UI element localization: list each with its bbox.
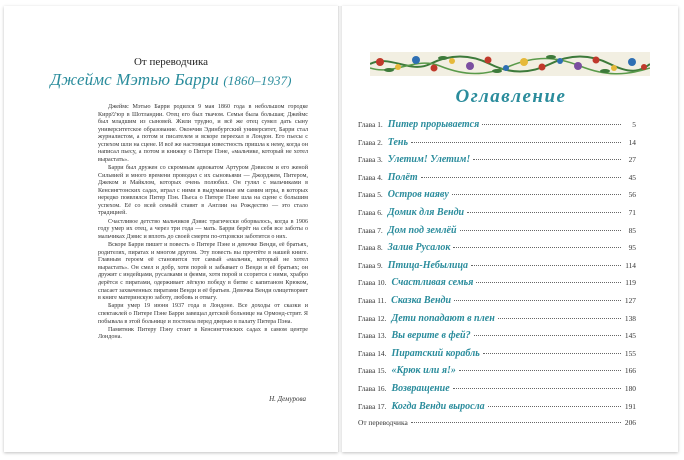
dot-leader [473,159,621,160]
chapter-title: Домик для Венди [387,206,465,218]
toc-entry[interactable] [358,277,636,295]
toc-entry[interactable] [358,119,636,137]
chapter-number: Глава 9. [358,260,383,270]
page-number: 14 [628,137,636,147]
chapter-number: Глава 14. [358,348,387,358]
chapter-number: Глава 1. [358,120,383,129]
chapter-number: Глава 16. [358,383,387,393]
floral-ornament-banner [370,52,650,76]
afterword-title: От переводчика [358,418,408,428]
toc-title: Оглавление [455,86,567,107]
toc-entry[interactable] [358,242,636,260]
toc-entry-afterword[interactable] [358,418,636,436]
chapter-title: Тень [387,136,409,148]
bio-paragraph: Барри умер 19 июня 1937 года в Лондоне. Все доходы от сказки и спектаклей о Питере Пэне Барри завещал детской больнице на Ормонд-стрит. Я побывала в этой больнице и постояла перед дверью в палату Питера Пэна. [98,303,308,325]
page-number: 191 [624,401,636,411]
chapter-title: Когда Венди выросла [391,400,485,412]
left-page [4,6,338,452]
toc-entry[interactable] [358,207,636,225]
chapter-number: Глава 4. [358,172,383,182]
bio-paragraph: Вскоре Барри пишет и повесть о Питере Пэне и девочке Венди, её братьях, родителях, пиратах и многом другом. Эту повесть вы прочтёте в нашей книге. Главным героем её становится тот самый «мальчик, который не хотел вырастать». Он смел и добр, хотя порой и забывает о Венди и её братьях; он дружит с индейцами, русалками и феями, хотя порой и ссорится с ними, храбро дерётся с пиратами, одерживает лёгкую победу в битве с капитаном Крюком, спасает захваченных пиратами Венди и её братьев. Девочка Венди олицетворяет в книге материнскую заботу, любовь и отвагу. [98,242,308,302]
toc-entry[interactable] [358,365,636,383]
dot-leader [454,300,621,301]
toc-entry[interactable] [358,189,636,207]
chapter-number: Глава 17. [358,401,387,411]
page-number: 5 [632,120,636,129]
toc-entry[interactable] [358,260,636,278]
dot-leader [498,318,621,319]
chapter-number: Глава 7. [358,225,383,235]
chapter-number: Глава 13. [358,331,387,341]
dot-leader [411,142,621,143]
page-number: 145 [624,331,636,341]
page-number: 71 [628,207,636,217]
bio-paragraph: Джеймс Мэтью Барри родился 9 мая 1860 года в небольшом городке Киррימюр в Шотландии. Отец его был ткачом. Семья была большая; Джеймс был младшим из сыновей. Жили трудно, и всё же отец сумел дать сыну университетское образование. Окончив Эдинбургский университет, Барри стал журналистом, а потом и писателем и вскоре переехал в Лондон. Его пьесы с успехом шли на сцене. И всё же настоящая известность пришла к нему, когда он написал пьесу, а потом и книжку о Питере Пэне, «мальчике, который не хотел вырастать». [98,104,308,163]
toc-entry[interactable] [358,137,636,155]
chapter-title: Возвращение [391,382,450,394]
chapter-title: Счастливая семья [391,277,474,289]
chapter-number: Глава 6. [358,207,383,217]
author-years: (1860–1937) [223,73,292,88]
page-number: 95 [628,243,636,253]
toc-entry[interactable] [358,295,636,313]
bio-paragraph: Памятник Питеру Пэну стоит в Кенсингтонских садах в самом центре Лондона. [98,326,308,341]
chapter-title: «Крюк или я!» [391,365,456,377]
page-number: 166 [624,366,636,376]
page-number: 114 [625,260,636,270]
dot-leader [452,194,621,195]
bio-paragraph: Счастливое детство мальчиков Дэвис трагически оборвалось, когда в 1906 году умер их отец, а через три года — мать. Барри берёт на себя все заботы о мальчиках Дэвис и вплоть до своей смерти по-отцовски заботится о них. [98,218,308,240]
dot-leader [488,406,621,407]
chapter-title: Полёт [387,171,418,183]
chapter-title: Улетим! Улетим! [387,154,471,166]
author-name: Джеймс Мэтью Барри [50,70,219,89]
page-number: 56 [628,190,636,200]
chapter-number: Глава 15. [358,366,387,376]
chapter-title: Птица-Небылица [387,259,469,271]
chapter-title: Сказка Венди [391,294,452,306]
dot-leader [453,388,621,389]
page-number: 119 [625,278,636,288]
section-heading: От переводчика [133,56,209,68]
toc-entry[interactable] [358,330,636,348]
dot-leader [453,247,621,248]
page-number: 27 [628,155,636,165]
page-number: 138 [624,313,636,323]
toc-entry[interactable] [358,225,636,243]
dot-leader [459,370,621,371]
chapter-number: Глава 12. [358,313,387,323]
page-number: 155 [624,348,636,358]
dot-leader [476,282,621,283]
chapter-title: Вы верите в фей? [391,330,471,342]
translator-signature: Н. Демурова [269,395,306,403]
toc-entry[interactable] [358,401,636,419]
page-number: 206 [624,418,636,428]
dot-leader [421,177,621,178]
chapter-title: Дом под землёй [387,224,457,236]
dot-leader [411,422,621,423]
page-number: 180 [624,383,636,393]
dot-leader [471,265,621,266]
toc-entry[interactable] [358,383,636,401]
chapter-number: Глава 11. [358,295,387,305]
biography-text [98,104,308,343]
author-title [12,70,330,90]
toc-entry[interactable] [358,313,636,331]
dot-leader [474,335,621,336]
chapter-number: Глава 2. [358,137,383,147]
page-number: 127 [624,295,636,305]
toc-entry[interactable] [358,154,636,172]
page-number: 85 [628,225,636,235]
chapter-title: Залив Русалок [387,242,451,254]
toc-entry[interactable] [358,172,636,190]
dot-leader [483,353,621,354]
chapter-title: Остров наяву [387,189,449,201]
chapter-number: Глава 8. [358,243,383,253]
right-page [342,6,678,452]
toc-entry[interactable] [358,348,636,366]
bio-paragraph: Барри был дружен со скромным адвокатом Артуром Дэвисом и его женой Сильвией и много времени проводил с их сыновьями — Джорджем, Питером, Джеком и Майклом, которых очень полюбил. Он гулял с мальчиками в Кенсингтонских садах, играл с ними в выдуманные им самим игры, в которых нередко появлялся Питер Пэн. Пьеса о Питере Пэне шла на сцене с большим успехом. Её со всей семьёй ставят в Англии на Рождество — это стало традицией. [98,165,308,217]
chapter-number: Глава 5. [358,190,383,200]
dot-leader [467,212,621,213]
page-number: 45 [628,172,636,182]
chapter-title: Дети попадают в плен [391,312,495,324]
chapter-title: Питер прорывается [387,119,480,130]
dot-leader [460,230,621,231]
chapter-title: Пиратский корабль [391,347,480,359]
chapter-number: Глава 3. [358,155,383,165]
table-of-contents [358,119,636,436]
dot-leader [482,124,621,125]
chapter-number: Глава 10. [358,278,387,288]
